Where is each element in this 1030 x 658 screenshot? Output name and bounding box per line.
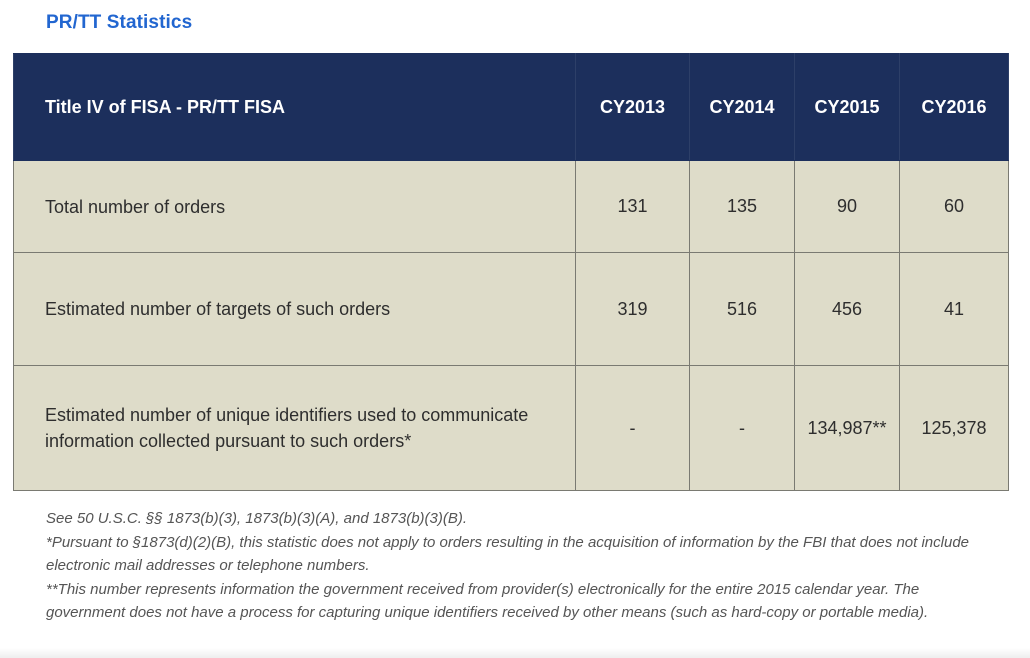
header-cy2014: CY2014 bbox=[690, 54, 795, 161]
cell-value: 456 bbox=[795, 253, 900, 366]
footnotes bbox=[46, 507, 986, 625]
cell-value: 131 bbox=[576, 161, 690, 253]
cell-value: 516 bbox=[690, 253, 795, 366]
page-title: PR/TT Statistics bbox=[46, 12, 193, 33]
row-label: Total number of orders bbox=[14, 161, 576, 253]
footnote-citation: See 50 U.S.C. §§ 1873(b)(3), 1873(b)(3)(A), and 1873(b)(3)(B). bbox=[46, 510, 468, 527]
table-row bbox=[14, 253, 1009, 366]
cell-value: - bbox=[690, 366, 795, 491]
cell-value: 134,987** bbox=[795, 366, 900, 491]
table-header-row bbox=[14, 54, 1009, 161]
cell-value: 319 bbox=[576, 253, 690, 366]
cell-value: 135 bbox=[690, 161, 795, 253]
table-row bbox=[14, 366, 1009, 491]
header-title: Title IV of FISA - PR/TT FISA bbox=[14, 54, 576, 161]
bottom-shadow bbox=[0, 648, 1030, 658]
row-label: Estimated number of unique identifiers used to communicate information collected pursuant to such orders* bbox=[14, 366, 576, 491]
footnote-single-asterisk: *Pursuant to §1873(d)(2)(B), this statistic does not apply to orders resulting in the acquisition of information by the FBI that does not include electronic mail addresses or telephone numbers. bbox=[46, 533, 969, 574]
table-row bbox=[14, 161, 1009, 253]
cell-value: 60 bbox=[900, 161, 1009, 253]
footnote-double-asterisk: **This number represents information the government received from provider(s) electronically for the entire 2015 calendar year. The government does not have a process for capturing unique identifiers received by other means (such as hard-copy or portable media). bbox=[46, 580, 929, 621]
row-label: Estimated number of targets of such orders bbox=[14, 253, 576, 366]
header-cy2016: CY2016 bbox=[900, 54, 1009, 161]
statistics-table bbox=[13, 53, 1009, 491]
cell-value: 41 bbox=[900, 253, 1009, 366]
cell-value: 125,378 bbox=[900, 366, 1009, 491]
cell-value: 90 bbox=[795, 161, 900, 253]
cell-value: - bbox=[576, 366, 690, 491]
header-cy2015: CY2015 bbox=[795, 54, 900, 161]
header-cy2013: CY2013 bbox=[576, 54, 690, 161]
